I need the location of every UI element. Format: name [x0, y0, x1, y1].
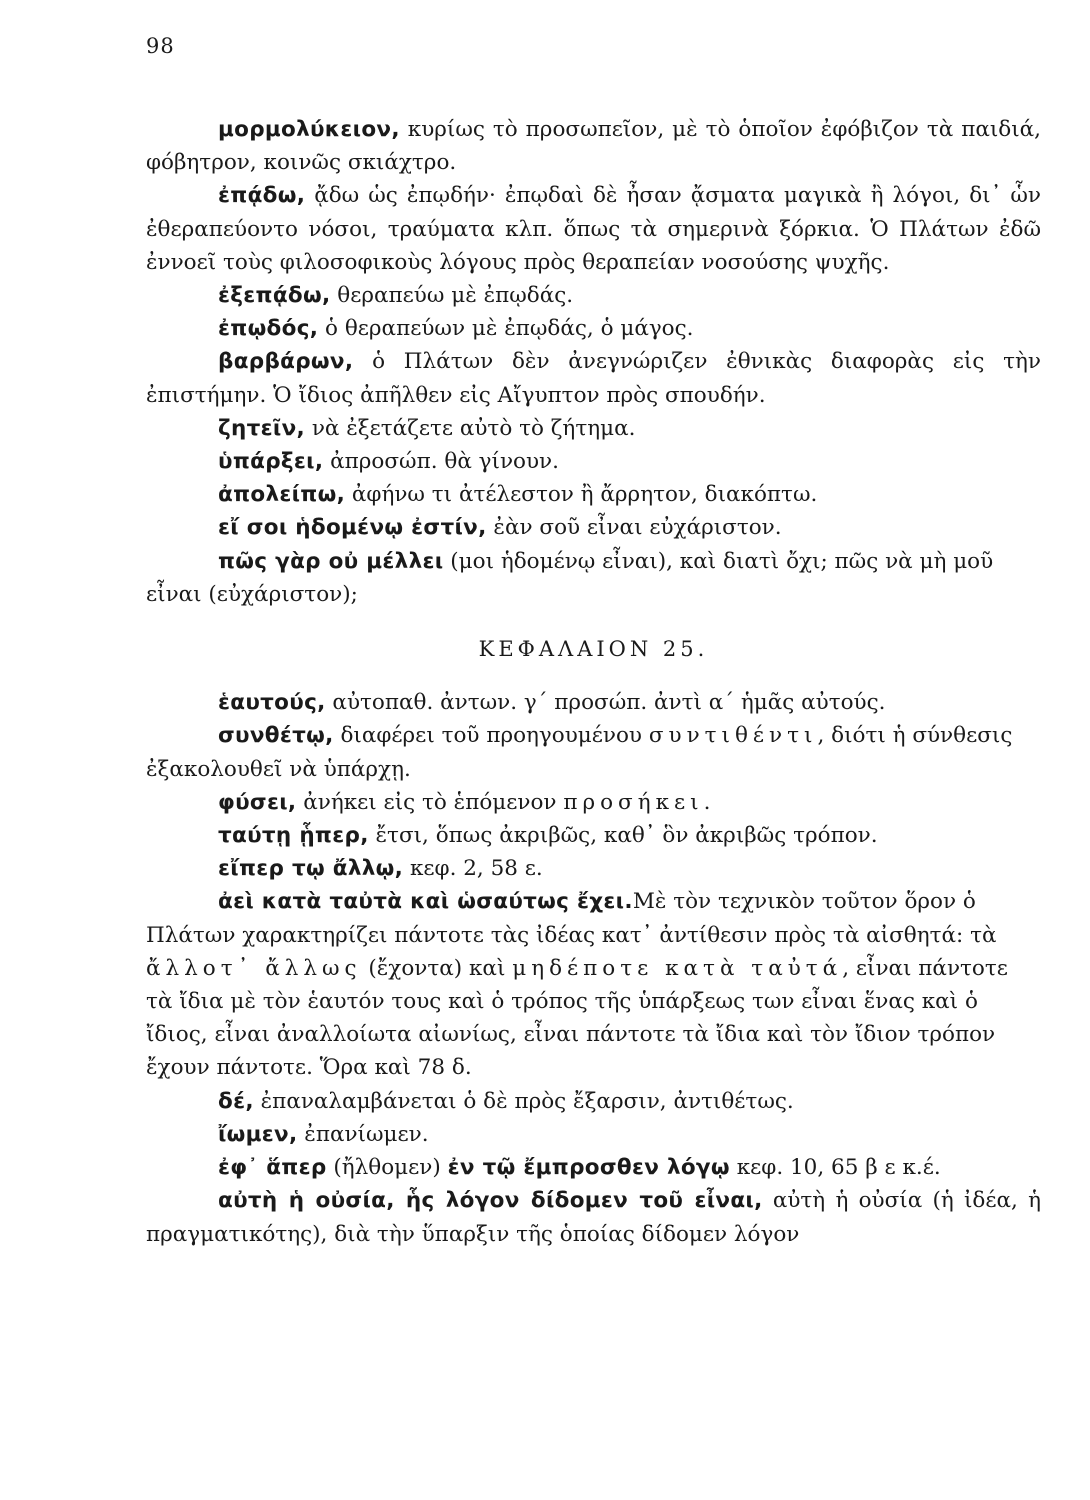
spaced-term: μηδέποτε κατὰ ταὐτά	[512, 955, 843, 981]
spaced-term: ἄλλοτ᾽ ἄλλως	[146, 955, 362, 981]
entry-ei-soi: εἴ σοι ἡδομένῳ ἐστίν, ἐὰν σοῦ εἶναι εὐχάριστον.	[218, 515, 782, 541]
entry-taute-hieper: ταύτῃ ᾗπερ, ἔτσι, ὅπως ἀκριβῶς, καθ᾽ ὃν ἀκριβῶς τρόπον.	[218, 823, 878, 849]
headword: ἐν τῷ ἔμπροσθεν λόγῳ	[447, 1155, 730, 1181]
headword: δέ,	[218, 1088, 254, 1114]
headword: φύσει,	[218, 789, 297, 815]
page-number: 98	[146, 34, 175, 58]
headword: ἑαυτούς,	[218, 690, 326, 716]
spaced-term: συντιθέντι	[648, 723, 818, 749]
entry-exepado: ἐξεπᾴδω, θεραπεύω μὲ ἐπῳδάς.	[218, 283, 574, 309]
entry-de: δέ, ἐπαναλαμβάνεται ὁ δὲ πρὸς ἔξαρσιν, ἀντιθέτως.	[218, 1088, 794, 1114]
entry-mormolykeion: μορμολύκειον, κυρίως τὸ προσωπεῖον, μὲ τὸ ὁποῖον ἐφόβιζον τὰ παιδιά, φόβητρον, κοινῶς σκιάχτρο.	[146, 117, 1041, 176]
entry-syntheto: συνθέτῳ, διαφέρει τοῦ προηγουμένου συντιθέντι, διότι ἡ σύνθεσις ἐξακολουθεῖ νὰ ὑπάρχῃ.	[146, 723, 1013, 782]
entry-aute-he-ousia: αὐτὴ ἡ οὐσία, ἧς λόγον δίδομεν τοῦ εἶναι, αὐτὴ ἡ οὐσία (ἡ ἰδέα, ἡ πραγματικότης), διὰ τὴν ὕπαρξιν τῆς ὁποίας δίδομεν λόγον	[146, 1188, 1041, 1247]
entry-zetein: ζητεῖν, νὰ ἐξετάζετε αὐτὸ τὸ ζήτημα.	[218, 415, 636, 441]
headword: εἴ σοι ἡδομένῳ ἐστίν,	[218, 515, 487, 541]
entry-epodos: ἐπῳδός, ὁ θεραπεύων μὲ ἐπῳδάς, ὁ μάγος.	[218, 316, 694, 342]
entry-eph-haper: ἐφ᾽ ἅπερ (ἤλθομεν) ἐν τῷ ἔμπροσθεν λόγῳ κεφ. 10, 65 β ε κ.έ.	[218, 1155, 941, 1181]
spaced-term: προσήκει	[563, 789, 704, 815]
headword: βαρβάρων,	[218, 349, 354, 375]
headword: πῶς γὰρ οὐ μέλλει	[218, 548, 444, 574]
entry-epado: ἐπᾴδω, ᾄδω ὡς ἐπῳδήν· ἐπῳδαὶ δὲ ἦσαν ᾄσματα μαγικὰ ἢ λόγοι, δι᾽ ὧν ἐθεραπεύοντο νόσοι, τραύματα κλπ. ὅπως τὰ σημερινὰ ξόρκια. Ὁ Πλάτων ἐδῶ ἐννοεῖ τοὺς φιλοσοφικοὺς λόγους πρὸς θεραπείαν νοσούσης ψυχῆς.	[146, 183, 1041, 275]
headword: ὑπάρξει,	[218, 449, 324, 475]
entry-aei-kata: ἀεὶ κατὰ ταὐτὰ καὶ ὡσαύτως ἔχει.Μὲ τὸν τεχνικὸν τοῦτον ὅρον ὁ Πλάτων χαρακτηρίζει πάντοτε τὰς ἰδέας κατ᾽ ἀντίθεσιν πρὸς τὰ αἰσθητά: τὰ ἄλλοτ᾽ ἄλλως (ἔχοντα) καὶ μηδέποτε κατὰ ταὐτά, εἶναι πάντοτε τὰ ἴδια μὲ τὸν ἑαυτόν τους καὶ ὁ τρόπος τῆς ὑπάρξεως των εἶναι ἕνας καὶ ὁ ἴδιος, εἶναι ἀναλλοίωτα αἰωνίως, εἶναι πάντοτε τὰ ἴδια καὶ τὸν ἴδιον τρόπον ἔχουν πάντοτε. Ὅρα καὶ 78 δ.	[146, 889, 1008, 1081]
headword: ἐξεπᾴδω,	[218, 283, 331, 309]
entry-heautous: ἑαυτούς, αὐτοπαθ. ἀντων. γ´ προσώπ. ἀντὶ α´ ἡμᾶς αὐτούς.	[218, 690, 886, 716]
headword: ἀπολείπω,	[218, 482, 346, 508]
entry-hyparxei: ὑπάρξει, ἀπροσώπ. θὰ γίνουν.	[218, 449, 559, 475]
headword: ζητεῖν,	[218, 415, 305, 441]
headword: συνθέτῳ,	[218, 723, 334, 749]
headword: ἐφ᾽ ἅπερ	[218, 1155, 327, 1181]
headword: μορμολύκειον,	[218, 117, 400, 142]
entry-apoleipo: ἀπολείπω, ἀφήνω τι ἀτέλεστον ἢ ἄρρητον, διακόπτω.	[218, 482, 818, 508]
headword: ἐπῳδός,	[218, 316, 319, 342]
entry-eiper: εἴπερ τῳ ἄλλῳ, κεφ. 2, 58 ε.	[218, 856, 543, 882]
entry-iomen: ἴωμεν, ἐπανίωμεν.	[218, 1121, 429, 1147]
chapter-heading: ΚΕΦΑΛΑΙΟΝ 25.	[478, 637, 709, 662]
headword: ἴωμεν,	[218, 1121, 298, 1147]
headword: ἐπᾴδω,	[218, 183, 306, 209]
headword: ἀεὶ κατὰ ταὐτὰ καὶ ὡσαύτως ἔχει.	[218, 889, 633, 915]
headword: εἴπερ τῳ ἄλλῳ,	[218, 856, 404, 882]
headword: αὐτὴ ἡ οὐσία, ἧς λόγον δίδομεν τοῦ εἶναι,	[218, 1188, 763, 1214]
glossary-text	[146, 113, 1041, 1251]
entry-pos-gar: πῶς γὰρ οὐ μέλλει (μοι ἡδομένῳ εἶναι), καὶ διατὶ ὄχι; πῶς νὰ μὴ μοῦ εἶναι (εὐχάριστον);	[146, 548, 994, 607]
entry-barbaron: βαρβάρων, ὁ Πλάτων δὲν ἀνεγνώριζεν ἐθνικὰς διαφορὰς εἰς τὴν ἐπιστήμην. Ὁ ἴδιος ἀπῆλθεν εἰς Αἴγυπτον πρὸς σπουδήν.	[146, 349, 1041, 408]
entry-physei: φύσει, ἀνήκει εἰς τὸ ἑπόμενον προσήκει.	[218, 789, 711, 815]
headword: ταύτῃ ᾗπερ,	[218, 823, 369, 849]
